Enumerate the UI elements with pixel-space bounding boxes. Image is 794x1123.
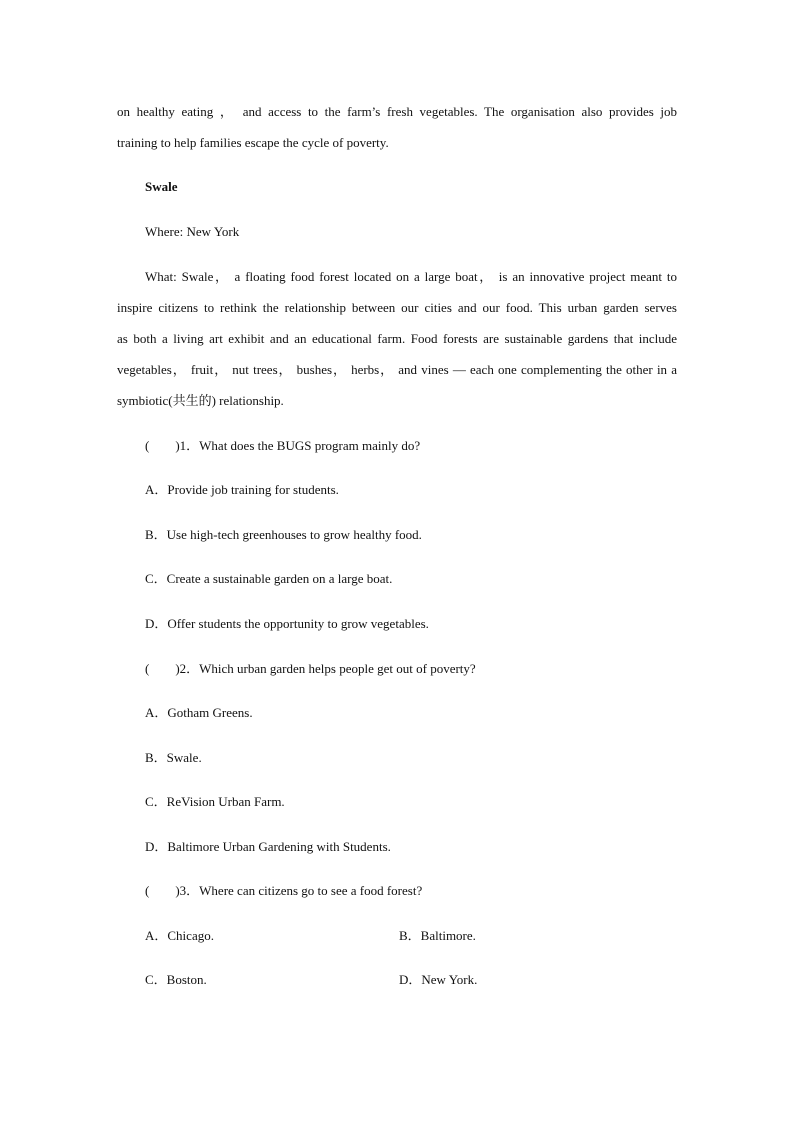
option-b: B．Use high-tech greenhouses to grow healthy food. xyxy=(145,527,422,542)
option-c: C．ReVision Urban Farm. xyxy=(145,794,285,809)
passage-line: What: Swale， a floating food forest located on a large boat， is an innovative project meant to xyxy=(145,269,677,284)
passage-line: symbiotic(共生的) relationship. xyxy=(117,393,284,408)
passage-line: training to help families escape the cycle of poverty. xyxy=(117,135,389,150)
option-a: A．Gotham Greens. xyxy=(145,705,253,720)
option-d: D．New York. xyxy=(399,972,478,987)
option-a: A．Provide job training for students. xyxy=(145,482,339,497)
option-a: A．Chicago. xyxy=(145,928,214,943)
passage-line: as both a living art exhibit and an educational farm. Food forests are sustainable gardens that include xyxy=(117,331,677,346)
passage-line: vegetables， fruit， nut trees， bushes， herbs， and vines — each one complementing the other in a xyxy=(117,362,677,377)
section-heading: Swale xyxy=(145,179,178,194)
option-d: D．Offer students the opportunity to grow vegetables. xyxy=(145,616,429,631)
option-c: C．Create a sustainable garden on a large boat. xyxy=(145,571,393,586)
option-d: D．Baltimore Urban Gardening with Students. xyxy=(145,839,391,854)
option-b: B．Baltimore. xyxy=(399,928,476,943)
where-line: Where: New York xyxy=(145,224,240,239)
question-stem: ( )1．What does the BUGS program mainly do? xyxy=(145,438,421,453)
option-c: C．Boston. xyxy=(145,972,207,987)
passage-line: on healthy eating ， and access to the farm’s fresh vegetables. The organisation also provides job xyxy=(117,104,677,119)
question-stem: ( )3．Where can citizens go to see a food forest? xyxy=(145,883,423,898)
passage-line: inspire citizens to rethink the relationship between our cities and our food. This urban garden serves xyxy=(117,300,677,315)
option-b: B．Swale. xyxy=(145,750,202,765)
question-stem: ( )2．Which urban garden helps people get out of poverty? xyxy=(145,661,476,676)
